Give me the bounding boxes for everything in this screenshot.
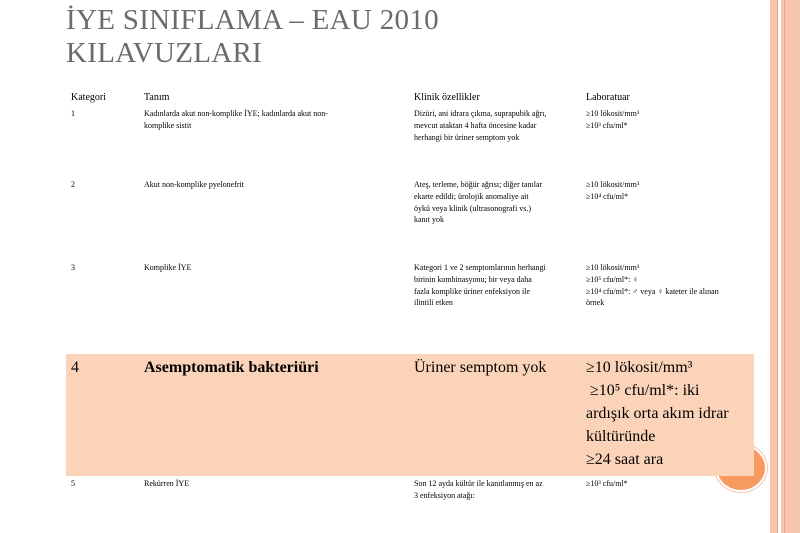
table-row: [66, 478, 754, 508]
slide-title-line-2: KILAVUZLARI: [66, 37, 263, 69]
table-row-highlighted: [66, 354, 754, 476]
text-line: ekarte edildi; ürolojik anomaliye ait: [414, 191, 529, 201]
row-lab: [586, 108, 754, 132]
text-line: mevcut ataktan 4 hafta öncesine kadar: [414, 120, 537, 130]
row-clinical: [414, 356, 580, 379]
text-line: 3 enfeksiyon atağı:: [414, 490, 475, 500]
text-line: herhangi bir üriner semptom yok: [414, 132, 520, 142]
text-line: ≥10 lökosit/mm³: [586, 109, 640, 118]
text-line: ilintili etken: [414, 298, 453, 308]
row-category: 1: [71, 109, 75, 118]
text-line: ≥10³ cfu/ml*: [586, 479, 628, 488]
header-definition: Tanım: [144, 92, 170, 103]
text-line: Rekürren İYE: [144, 479, 190, 488]
text-line: Dizüri, ani idrara çıkma, suprapubik ağrı,: [414, 109, 547, 118]
table-row: [66, 262, 754, 352]
text-line: Kategori 1 ve 2 semptomlarının herhangi: [414, 263, 546, 272]
text-line: Asemptomatik bakteriüri: [144, 359, 319, 376]
text-line: kültüründe: [586, 428, 656, 445]
table-row: [66, 108, 754, 178]
text-line: ardışık orta akım idrar: [586, 405, 729, 422]
row-lab: [586, 478, 754, 490]
header-category: Kategori: [71, 92, 106, 103]
slide-title-line-1: İYE SINIFLAMA – EAU 2010: [66, 4, 439, 36]
text-line: öykü veya klinik (ultrasonografi vs.): [414, 203, 532, 213]
row-category: 3: [71, 263, 75, 272]
text-line: Akut non-komplike pyelonefrit: [144, 180, 244, 189]
row-clinical: [414, 179, 580, 226]
text-line: ≥10⁴ cfu/ml*: [586, 191, 629, 201]
text-line: Komplike İYE: [144, 263, 192, 272]
right-border-line: [777, 0, 778, 533]
row-definition: [144, 108, 402, 132]
text-line: ≥10³ cfu/ml*: [586, 120, 628, 130]
row-definition: [144, 356, 402, 379]
text-line: Ateş, terleme, böğür ağrısı; diğer tanılar: [414, 180, 543, 189]
row-clinical: [414, 262, 580, 309]
row-lab: [586, 356, 754, 471]
row-lab: [586, 262, 754, 309]
text-line: ≥10 lökosit/mm³: [586, 180, 640, 189]
header-clinical: Klinik özellikler: [414, 92, 480, 103]
right-border-stripe-inner: [770, 0, 777, 533]
text-line: kanıt yok: [414, 215, 444, 225]
text-line: komplike sistit: [144, 120, 192, 130]
table-header-row: [66, 91, 754, 107]
row-clinical: [414, 108, 580, 143]
text-line: birinin kombinasyonu; bir veya daha: [414, 274, 532, 284]
text-line: Son 12 ayda kültür ile kanıtlanmış en az: [414, 479, 543, 488]
row-clinical: [414, 478, 580, 502]
row-category: 2: [71, 180, 75, 189]
slide-title: [66, 4, 706, 70]
row-definition: [144, 478, 402, 490]
row-category: 4: [71, 359, 79, 376]
row-definition: [144, 179, 402, 191]
text-line: ≥10⁵ cfu/ml*: iki: [586, 382, 700, 399]
text-line: Kadınlarda akut non-komplike İYE; kadınlarda akut non-: [144, 109, 328, 118]
text-line: ≥24 saat ara: [586, 451, 664, 468]
row-definition: [144, 262, 402, 274]
right-border-line-2: [784, 0, 785, 533]
text-line: ≥10 lökosit/mm³: [586, 263, 640, 272]
row-lab: [586, 179, 754, 203]
header-lab: Laboratuar: [586, 92, 630, 103]
text-line: örnek: [586, 298, 605, 308]
row-category: 5: [71, 479, 75, 488]
text-line: Üriner semptom yok: [414, 359, 547, 376]
text-line: fazla komplike üriner enfeksiyon ile: [414, 286, 530, 296]
text-line: ≥10⁴ cfu/ml*: ♂ veya ♀ kateter ile alınan: [586, 286, 719, 296]
text-line: ≥10 lökosit/mm³: [586, 359, 693, 376]
text-line: ≥10⁵ cfu/ml*: ♀: [586, 274, 639, 284]
table-row: [66, 179, 754, 259]
